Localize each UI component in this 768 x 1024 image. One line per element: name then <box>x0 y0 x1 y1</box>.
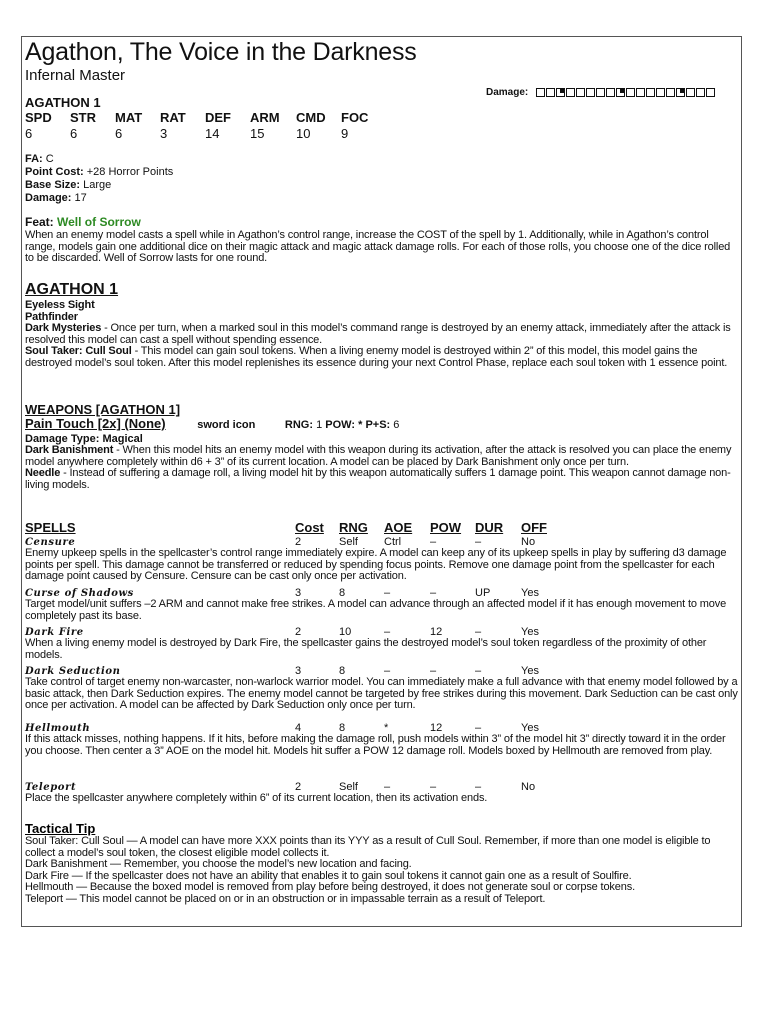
tactical-heading-text: Tactical Tip <box>25 821 96 836</box>
spell-stat: – <box>475 665 482 677</box>
pow-value: * <box>358 419 363 431</box>
spell-stat: – <box>384 626 391 638</box>
damage-box <box>696 88 705 97</box>
spell-col-dur: DUR <box>475 520 504 535</box>
ability-text: - This model can gain soul tokens. When a living enemy model is destroyed within 2” of this model, this model gains the destroyed model’s soul token. After this model replenishes its essence during your next Control Phase, replace each soul token with 1 essence point. <box>25 345 728 369</box>
cost-label: Point Cost: <box>25 166 84 178</box>
spell-stat: Ctrl <box>384 536 402 548</box>
damage-box <box>666 88 675 97</box>
spell-stat: 8 <box>339 722 346 734</box>
spell-stat: – <box>475 781 482 793</box>
stat-value: 10 <box>296 126 311 141</box>
cost-value: +28 Horror Points <box>86 166 174 178</box>
spell-stat: Self <box>339 536 358 548</box>
spell-stat: – <box>475 536 482 548</box>
damage-box <box>606 88 615 97</box>
weapon-rule-name: Needle <box>25 467 61 479</box>
stat-header-spd: SPD <box>25 110 52 125</box>
spell-col-cost: Cost <box>295 520 324 535</box>
damage-value: 17 <box>74 192 87 204</box>
base-value: Large <box>83 179 112 191</box>
pow-label: POW: <box>325 419 356 431</box>
spell-text: Place the spellcaster anywhere completely within 6” of its current location, then its activation ends. <box>25 792 488 804</box>
stat-card <box>21 36 742 927</box>
spell-name: Teleport <box>25 782 77 793</box>
spell-stat: – <box>430 587 437 599</box>
spell-text: When a living enemy model is destroyed by Dark Fire, the spellcaster gains the destroyed model’s soul token regardless of the proximity of other models. <box>25 637 707 661</box>
spell-stat: – <box>475 626 482 638</box>
spell-text: Target model/unit suffers –2 ARM and cannot make free strikes. A model can advance through an affected model if it has enough movement to move completely past its base. <box>25 598 727 622</box>
spell-name: Hellmouth <box>25 723 91 734</box>
spell-stat: – <box>475 722 482 734</box>
stat-value: 3 <box>160 126 168 141</box>
stat-header-rat: RAT <box>160 110 186 125</box>
spell-col-pow: POW <box>430 520 462 535</box>
rng-value: 1 <box>316 419 323 431</box>
damage-box <box>706 88 715 97</box>
spell-stat: 3 <box>295 587 302 599</box>
damage-box <box>616 88 625 97</box>
stat-header-arm: ARM <box>250 110 280 125</box>
damage-box <box>636 88 645 97</box>
spell-name: Curse of Shadows <box>25 588 134 599</box>
sword-icon: sword icon <box>197 419 256 431</box>
weapon-row <box>25 416 399 431</box>
damage-box <box>626 88 635 97</box>
spell-stat: 12 <box>430 722 443 734</box>
spell-text: If this attack misses, nothing happens. If it hits, before making the damage roll, push models within 3” of the model hit 3” directly toward it in the order you choose. Then center a 3” AOE on the model hit. Models hit suffer a POW 12 damage roll. Models boxed by Hellmouth are removed from play. <box>25 733 726 757</box>
spell-stat: 2 <box>295 536 302 548</box>
stat-header-cmd: CMD <box>296 110 326 125</box>
damage-box <box>576 88 585 97</box>
ability-text: - Once per turn, when a marked soul in this model’s command range is destroyed by an enemy attack, immediately after the attack is resolved this model can cast a spell without spending essence. <box>25 322 731 346</box>
spell-col-off: OFF <box>521 520 547 535</box>
spell-stat: UP <box>475 587 491 599</box>
page-subtitle: Infernal Master <box>25 67 126 84</box>
damage-box <box>686 88 695 97</box>
stat-value: 14 <box>205 126 220 141</box>
spells-heading: SPELLS <box>25 520 76 535</box>
damage-box <box>596 88 605 97</box>
fa-label: FA: <box>25 153 43 165</box>
feat-heading <box>25 216 141 229</box>
damage-track <box>536 88 716 97</box>
fa-line <box>25 153 54 166</box>
ability <box>25 323 741 346</box>
damage-box <box>556 88 565 97</box>
ability <box>25 346 741 369</box>
weapon-rule-text: - Instead of suffering a damage roll, a living model hit by this weapon automatically suffers 1 damage point. This weapon cannot damage non-living models. <box>25 467 731 491</box>
spell-stat: Yes <box>521 722 539 734</box>
ability-name: Pathfinder <box>25 310 78 323</box>
feat-label: Feat: <box>25 215 54 229</box>
spell-stat: 2 <box>295 781 302 793</box>
spell-stat: No <box>521 536 536 548</box>
stat-value: 6 <box>70 126 78 141</box>
spell-text: Take control of target enemy non-warcaster, non-warlock warrior model. You can immediately make a full advance with that enemy model followed by a basic attack, then Dark Seduction expires. The enemy model cannot be targeted by free strikes during this movement. Dark Seduction can be cast only once per activation. A model can be affected by Dark Seduction only once per turn. <box>25 676 738 711</box>
spell-stat: 8 <box>339 587 346 599</box>
fa-value: C <box>45 153 54 165</box>
ability-name: Dark Mysteries <box>25 322 102 334</box>
spell-stat: 12 <box>430 626 443 638</box>
spell-stat: 10 <box>339 626 352 638</box>
spell-stat: Yes <box>521 665 539 677</box>
damage-box <box>646 88 655 97</box>
feat-text: When an enemy model casts a spell while in Agathon’s control range, increase the COST of the spell by 1. Additionally, while in Agathon’s control range, models gain one additional dice on their magic attack and magic attack damage rolls. For each of those rolls, you choose one of the dice rolled to be discarded. Well of Sorrow lasts for one round. <box>25 229 731 264</box>
page-title: Agathon, The Voice in the Darkness <box>25 38 417 66</box>
ability-name: Soul Taker: Cull Soul <box>25 345 132 357</box>
cost-line <box>25 166 173 179</box>
ps-value: 6 <box>393 419 400 431</box>
weapon-stats <box>285 419 399 431</box>
spell-stat: No <box>521 781 536 793</box>
base-line <box>25 179 111 192</box>
ps-label: P+S: <box>365 419 391 431</box>
model-name: AGATHON 1 <box>25 95 101 110</box>
spell-stat: Yes <box>521 587 539 599</box>
spell-stat: 8 <box>339 665 346 677</box>
damage-box <box>546 88 555 97</box>
base-label: Base Size: <box>25 179 81 191</box>
stat-value: 6 <box>25 126 33 141</box>
abilities-heading: AGATHON 1 <box>25 281 119 298</box>
spell-stat: – <box>430 665 437 677</box>
spell-col-aoe: AOE <box>384 520 413 535</box>
damage-label: Damage: <box>25 192 72 204</box>
spell-name: Censure <box>25 537 76 548</box>
weapon-rules <box>25 445 741 491</box>
spell-stat: – <box>430 781 437 793</box>
stat-value: 6 <box>115 126 123 141</box>
tactical-tip: Hellmouth — Because the boxed model is removed from play before being destroyed, it does not generate soul or corpse tokens. <box>25 881 635 893</box>
damage-box <box>676 88 685 97</box>
weapons-heading: WEAPONS [AGATHON 1] <box>25 402 181 417</box>
abilities-list <box>25 300 741 369</box>
weapon-rule <box>25 445 741 468</box>
tactical-tip: Dark Banishment — Remember, you choose the model’s new location and facing. <box>25 858 412 870</box>
rng-label: RNG: <box>284 419 314 431</box>
stat-header-str: STR <box>70 110 96 125</box>
damage-type-label: Damage Type: <box>25 433 100 445</box>
weapon-rule <box>25 468 741 491</box>
tactical-tip: Soul Taker: Cull Soul — A model can have more XXX points than its YYY as a result of Cull Soul. Remember, if more than one model is eligible to collect a model’s soul token, the closest eligible model collects it. <box>25 835 711 859</box>
damage-track-label: Damage: <box>486 87 529 98</box>
damage-box <box>566 88 575 97</box>
ability <box>25 300 741 312</box>
stat-header-def: DEF <box>205 110 231 125</box>
spell-stat: Yes <box>521 626 539 638</box>
weapon-name: Pain Touch [2x] (None) <box>25 416 166 431</box>
stat-value: 15 <box>250 126 265 141</box>
spell-name: Dark Fire <box>25 627 84 638</box>
spell-stat: 2 <box>295 626 302 638</box>
tactical-heading <box>25 821 95 836</box>
stat-header-foc: FOC <box>341 110 369 125</box>
spell-name: Dark Seduction <box>25 666 121 677</box>
ability-name: Eyeless Sight <box>25 299 95 311</box>
spell-stat: – <box>384 781 391 793</box>
spell-stat: Self <box>339 781 358 793</box>
damage-line <box>25 192 87 205</box>
stat-header-mat: MAT <box>115 110 143 125</box>
weapon-rule-text: - When this model hits an enemy model with this weapon during its activation, after the attack is resolved you can place the enemy model anywhere completely within d6 + 3” of its current location. A model can be placed by Dark Banishment only once per turn. <box>25 444 732 468</box>
damage-box <box>586 88 595 97</box>
damage-box <box>536 88 545 97</box>
spell-col-rng: RNG <box>339 520 368 535</box>
spell-stat: 4 <box>295 722 302 734</box>
tactical-tip: Teleport — This model cannot be placed on or in an obstruction or in impassable terrain as a result of Teleport. <box>25 892 546 905</box>
weapon-rule-name: Dark Banishment <box>25 444 114 456</box>
spell-stat: 3 <box>295 665 302 677</box>
spell-stat: – <box>430 536 437 548</box>
feat-name: Well of Sorrow <box>57 215 141 229</box>
spell-stat: – <box>384 587 391 599</box>
spell-stat: * <box>384 722 389 734</box>
tactical-tip: Dark Fire — If the spellcaster does not have an ability that enables it to gain soul tokens it cannot gain one as a result of Soulfire. <box>25 869 632 882</box>
tactical-tips <box>25 836 741 905</box>
spell-stat: – <box>384 665 391 677</box>
stat-value: 9 <box>341 126 349 141</box>
damage-type-value: Magical <box>102 433 143 445</box>
damage-box <box>656 88 665 97</box>
spell-text: Enemy upkeep spells in the spellcaster’s control range immediately expire. A model can keep any of its upkeep spells in play by suffering d3 damage points per spell. This damage cannot be transferred or reduced by spending focus points. Remove one damage point from the spellcaster for each damage point caused by Censure. Censure can be cast only once per activation. <box>25 547 727 582</box>
